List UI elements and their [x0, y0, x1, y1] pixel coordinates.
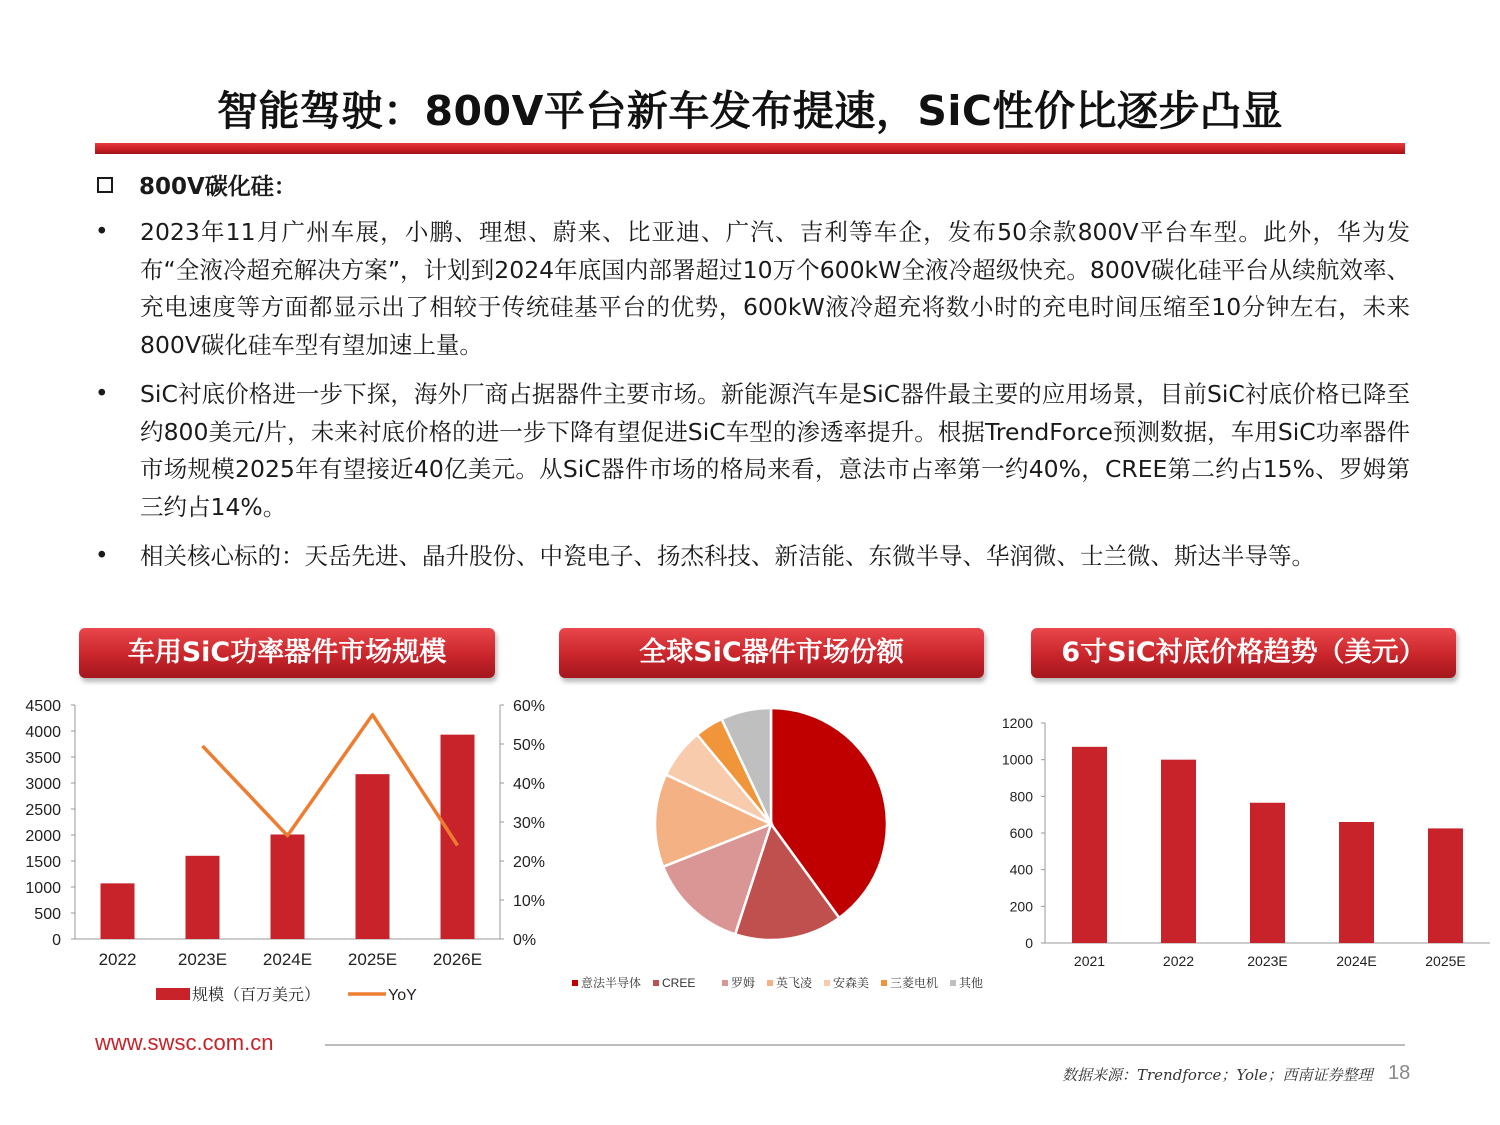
x-tick-label: 2024E	[262, 950, 313, 969]
y-tick-label: 0	[1025, 935, 1033, 951]
bar-2022	[1161, 760, 1196, 943]
legend-swatch-1	[653, 980, 659, 986]
substrate-price-chart	[990, 700, 1500, 990]
legend-swatch-3	[767, 980, 773, 986]
y-tick-label: 800	[1009, 788, 1033, 805]
y-tick-label: 1200	[1001, 715, 1033, 731]
y-tick-label: 1000	[25, 880, 61, 897]
bar-2023E	[186, 856, 220, 939]
bar-2025E	[356, 774, 390, 939]
bar-2025E	[1428, 828, 1463, 943]
y-tick-label: 3000	[25, 776, 61, 793]
x-tick-label: 2021	[1073, 953, 1106, 969]
x-tick-label: 2024E	[1336, 953, 1377, 969]
bar-2023E	[1250, 803, 1285, 943]
bullet-item	[95, 376, 1415, 526]
x-tick-label: 2023E	[177, 950, 228, 969]
y-tick-label: 4000	[25, 724, 61, 741]
page-number: 18	[1388, 1062, 1411, 1084]
bullet-text: 相关核心标的：天岳先进、晶升股份、中瓷电子、扬杰科技、新洁能、东微半导、华润微、士兰微、斯达半导等。	[140, 542, 1315, 570]
y-tick-label: 200	[1009, 898, 1033, 915]
bullet-dot-icon: •	[95, 543, 109, 569]
y2-tick-label: 60%	[513, 698, 546, 715]
legend-label: 英飞凌	[776, 976, 813, 990]
bullet-dot-icon: •	[95, 219, 109, 245]
y2-tick-label: 40%	[513, 776, 546, 793]
legend-swatch-0	[572, 980, 578, 986]
x-tick-label: 2022	[98, 950, 137, 969]
legend-label: 意法半导体	[581, 976, 642, 990]
legend-swatch-2	[722, 980, 728, 986]
x-tick-label: 2025E	[1425, 953, 1466, 969]
y-tick-label: 400	[1009, 861, 1033, 878]
legend-swatch-5	[881, 980, 887, 986]
market-size-chart	[0, 690, 560, 1020]
chart-title-market-share: 全球SiC器件市场份额	[559, 628, 984, 678]
market-share-pie-chart	[560, 690, 1010, 1010]
bar-2026E	[441, 735, 475, 939]
bar-2022	[101, 883, 135, 939]
y-tick-label: 2000	[25, 828, 61, 845]
footer-website-url: www.swsc.com.cn	[95, 1030, 274, 1055]
y2-tick-label: 20%	[513, 854, 546, 871]
y2-tick-label: 10%	[513, 893, 546, 910]
y-tick-label: 600	[1009, 825, 1033, 841]
source-note: 数据来源：Trendforce；Yole；西南证券整理	[1062, 1066, 1373, 1084]
x-tick-label: 2025E	[347, 950, 398, 969]
y-tick-label: 1500	[25, 854, 61, 871]
legend-label: CREE	[662, 976, 696, 990]
y-tick-label: 1000	[1001, 751, 1033, 768]
legend-label-yoy: YoY	[388, 987, 417, 1004]
legend-swatch-6	[950, 980, 956, 986]
page-title: 智能驾驶：800V平台新车发布提速，SiC性价比逐步凸显	[217, 87, 1283, 135]
legend-label: 罗姆	[731, 976, 756, 990]
legend-label-size: 规模（百万美元）	[192, 987, 321, 1004]
bar-2021	[1072, 747, 1107, 943]
y-tick-label: 4500	[25, 698, 61, 715]
legend-swatch-size	[156, 988, 190, 1000]
legend-label: 三菱电机	[890, 976, 939, 990]
section-label: 800V碳化硅：	[139, 174, 297, 200]
y2-tick-label: 50%	[513, 737, 546, 754]
bar-2024E	[1339, 822, 1374, 943]
bar-2024E	[271, 834, 305, 939]
y-tick-label: 500	[34, 906, 61, 923]
bullet-text: SiC衬底价格进一步下探，海外厂商占据器件主要市场。新能源汽车是SiC器件最主要的应用场景，目前SiC衬底价格已降至约800美元/片，未来衬底价格的进一步下降有望促进SiC车型的渗透率提升。根据TrendForce预测数据，车用SiC功率器件市场规模2025年有望接近40亿美元。从SiC器件市场的格局来看，意法市占率第一约40%，CREE第二约占15%、罗姆第三约占14%。	[140, 380, 1410, 521]
bullet-item	[95, 214, 1415, 364]
bullet-dot-icon: •	[95, 381, 109, 407]
legend-label: 其他	[959, 976, 984, 990]
title-underline-bar	[95, 143, 1405, 154]
bullet-list	[95, 214, 1415, 588]
x-tick-label: 2022	[1162, 953, 1195, 969]
footer-divider	[325, 1044, 1405, 1046]
y2-tick-label: 30%	[513, 815, 546, 832]
chart-title-substrate-price: 6寸SiC衬底价格趋势（美元）	[1031, 628, 1456, 678]
y2-tick-label: 0%	[513, 932, 537, 949]
y-tick-label: 0	[52, 932, 61, 949]
legend-label: 安森美	[833, 976, 870, 990]
bullet-text: 2023年11月广州车展，小鹏、理想、蔚来、比亚迪、广汽、吉利等车企，发布50余款800V平台车型。此外，华为发布“全液冷超充解决方案”，计划到2024年底国内部署超过10万个600kW全液冷超级快充。800V碳化硅平台从续航效率、充电速度等方面都显示出了相较于传统硅基平台的优势，600kW液冷超充将数小时的充电时间压缩至10分钟左右，未来800V碳化硅车型有望加速上量。	[140, 218, 1410, 359]
checkbox-bullet-icon	[97, 177, 113, 193]
x-tick-label: 2026E	[432, 950, 483, 969]
yoy-line	[203, 715, 458, 846]
x-tick-label: 2023E	[1247, 953, 1288, 969]
chart-title-market-size: 车用SiC功率器件市场规模	[79, 628, 495, 678]
legend-swatch-4	[824, 980, 830, 986]
y-tick-label: 3500	[25, 750, 61, 767]
section-heading	[97, 168, 297, 201]
y-tick-label: 2500	[25, 802, 61, 819]
bullet-item	[95, 538, 1415, 576]
